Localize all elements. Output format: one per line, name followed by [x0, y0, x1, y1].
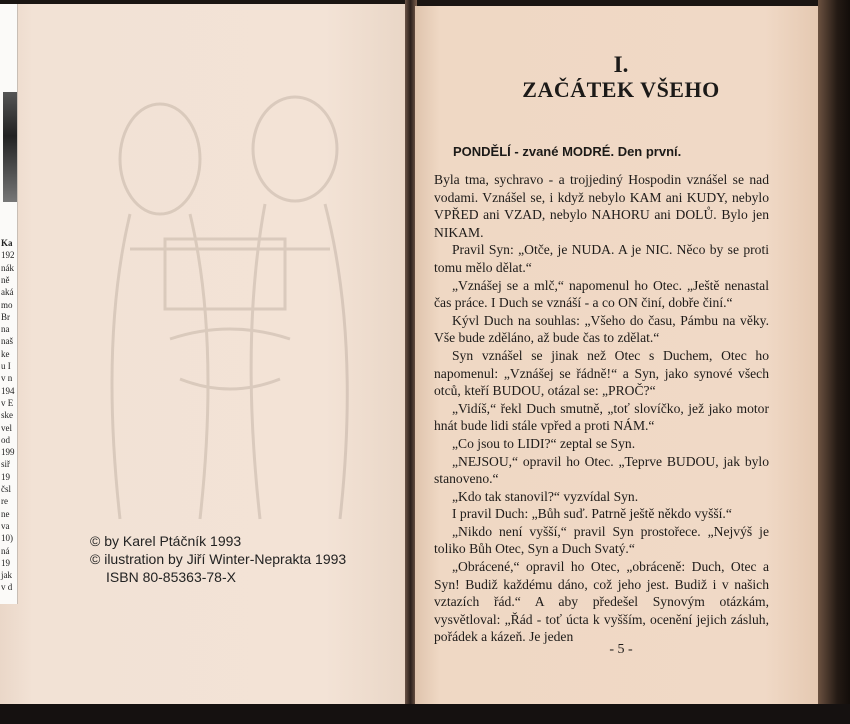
paragraph: „Vidíš,“ řekl Duch smutně, „toť slovíčko, jež jako motor hnát bude lidi stále vpřed a proti NÁM.“ — [434, 400, 769, 434]
adjacent-page-text-fragment: 19 — [1, 471, 10, 482]
adjacent-page-text-fragment: ná — [1, 545, 10, 556]
page-number: - 5 - — [609, 642, 633, 657]
day-heading: PONDĚLÍ - zvané MODRÉ. Den první. — [453, 144, 682, 159]
adjacent-page-text-fragment: od — [1, 434, 10, 445]
adjacent-photo-fragment — [3, 92, 17, 202]
adjacent-page-text-fragment: nák — [1, 262, 14, 273]
isbn: ISBN 80-85363-78-X — [106, 569, 236, 585]
adjacent-page-text-fragment: re — [1, 496, 8, 507]
paragraph: Pravil Syn: „Otče, je NUDA. A je NIC. Něco by se proti tomu mělo dělat.“ — [434, 242, 769, 275]
adjacent-page-text-fragment: mo — [1, 299, 13, 310]
paragraph: I pravil Duch: „Bůh suď. Patrně ještě někdo vyšší.“ — [452, 506, 732, 522]
paragraph: „Obrácené,“ opravil ho Otec, „obráceně: Duch, Otec a Syn! Budiž každému dáno, což jeho jest. Budiž i v našich vztazích řád.“ A aby předešel Synovým otázkám, vysvětloval: „Řád - toť úcta k vyšším, ocenění jejich zásluh, pořádek a kázeň. Je jeden — [434, 559, 769, 645]
adjacent-page-text-fragment: naš — [1, 336, 13, 347]
adjacent-page-text-fragment: 199 — [1, 447, 15, 458]
chapter-number: I. — [613, 52, 629, 77]
adjacent-page-text-fragment: 19 — [1, 557, 10, 568]
paragraph: „NEJSOU,“ opravil ho Otec. „Teprve BUDOU, jak bylo stanoveno.“ — [434, 453, 769, 487]
adjacent-page-text-fragment: siř — [1, 459, 10, 470]
adjacent-page-text-fragment: v d — [1, 582, 13, 593]
adjacent-page-text-fragment: jak — [1, 570, 12, 581]
adjacent-page-text-fragment: Ka — [1, 238, 13, 248]
adjacent-page-text-fragment: v n — [1, 373, 13, 384]
adjacent-page-strip — [0, 4, 18, 604]
copyright-block — [90, 532, 346, 586]
paragraph: Syn vznášel se jinak než Otec s Duchem, Otec ho napomenul: „Vznášej se řádně!“ a Syn, jako synové všech otců, kteří BUDOU, otázal se: „PROČ?“ — [434, 347, 769, 399]
paragraph: „Nikdo není vyšší,“ pravil Syn prostořece. „Nejvýš je toliko Bůh Otec, Syn a Duch Svatý.“ — [434, 523, 769, 557]
book-bottom-edge — [0, 704, 850, 724]
adjacent-page-text-fragment: čsl — [1, 484, 11, 494]
adjacent-page-text-fragment: va — [1, 520, 10, 531]
book-edge-shadow — [818, 0, 850, 724]
left-page — [0, 4, 407, 704]
adjacent-page-text-fragment: ně — [1, 274, 10, 285]
adjacent-page-text-fragment: 192 — [1, 250, 15, 261]
copyright-author: © by Karel Ptáčník 1993 — [90, 533, 242, 549]
adjacent-page-text-fragment: na — [1, 324, 10, 335]
adjacent-page-text-fragment: vel — [1, 422, 12, 433]
paragraph: „Co jsou to LIDI?“ zeptal se Syn. — [452, 435, 636, 451]
paragraph: „Vznášej se a mlč,“ napomenul ho Otec. „Ještě nenastal čas práce. I Duch se vznáší - a co ON činí, dobře činí.“ — [434, 277, 769, 311]
adjacent-page-text-fragment: aká — [1, 287, 14, 298]
copyright-illustration: © ilustration by Jiří Winter-Neprakta 1993 — [90, 551, 347, 567]
adjacent-page-text-fragment: u I — [1, 361, 11, 371]
adjacent-page-text-fragment: ke — [1, 348, 10, 359]
chapter-title: ZAČÁTEK VŠEHO — [522, 77, 720, 102]
paragraph: „Kdo tak stanovil?“ vyzvídal Syn. — [452, 488, 639, 504]
adjacent-page-text-fragment: Br — [1, 311, 10, 322]
body-text — [434, 171, 769, 646]
adjacent-page-text-fragment: 194 — [1, 385, 15, 396]
adjacent-page-text-fragment: v E — [1, 397, 14, 408]
paragraph: Byla tma, sychravo - a trojjediný Hospodin vznášel se nad vodami. Vznášel se, i když nebylo KAM ani KUDY, nebylo VPŘED ani VZAD, nebylo NAHORU ani DOLŮ. Bylo jen NIKAM. — [434, 172, 769, 240]
adjacent-page-text-fragment: ne — [1, 508, 10, 519]
adjacent-page-text-fragment: 10) — [1, 533, 13, 544]
adjacent-page-text-fragment: ske — [1, 410, 13, 421]
paragraph: Kývl Duch na souhlas: „Všeho do času, Pámbu na věky. Vše bude zděláno, až bude čas to zdělat.“ — [434, 312, 769, 346]
right-page — [415, 6, 827, 704]
show-through-illustration — [70, 89, 380, 529]
